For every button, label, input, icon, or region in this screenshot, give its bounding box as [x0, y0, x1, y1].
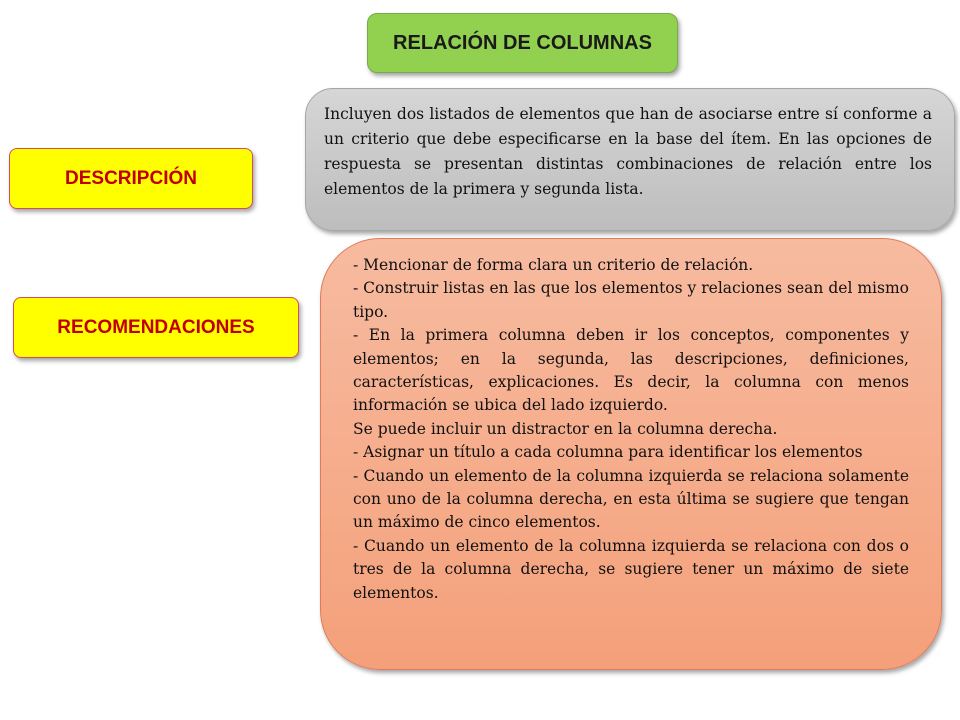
- recommendation-item: - Mencionar de forma clara un criterio de relación.: [353, 256, 754, 274]
- recommendation-item: - Asignar un título a cada columna para identificar los elementos: [353, 443, 863, 462]
- recommendation-item: Se puede incluir un distractor en la columna derecha.: [353, 419, 778, 438]
- recommendations-label-box: [13, 297, 299, 358]
- recommendations-box: [320, 238, 942, 670]
- description-label: DESCRIPCIÓN: [65, 167, 197, 189]
- recommendation-item: - En la primera columna deben ir los conceptos, componentes y elementos; en la segunda, las descripciones, definiciones, características, explicaciones. Es decir, la columna con menos información se ubica del lado izquierdo.: [353, 326, 909, 415]
- title-box: [367, 13, 678, 73]
- recommendations-label: RECOMENDACIONES: [57, 316, 255, 338]
- description-box: [305, 88, 955, 231]
- description-text: Incluyen dos listados de elementos que han de asociarse entre sí conforme a un criterio que debe especificarse en la base del ítem. En las opciones de respuesta se presentan distintas combinaciones de relación entre los elementos de la primera y segunda lista.: [324, 105, 932, 198]
- title-text: RELACIÓN DE COLUMNAS: [393, 31, 652, 54]
- description-label-box: [9, 148, 253, 209]
- recommendation-item: - Cuando un elemento de la columna izquierda se relaciona solamente con uno de la columna derecha, en esta última se sugiere que tengan un máximo de cinco elementos.: [353, 466, 909, 532]
- recommendation-item: - Construir listas en las que los elementos y relaciones sean del mismo tipo.: [353, 279, 909, 321]
- recommendation-item: - Cuando un elemento de la columna izquierda se relaciona con dos o tres de la columna derecha, se sugiere tener un máximo de siete elementos.: [353, 536, 909, 602]
